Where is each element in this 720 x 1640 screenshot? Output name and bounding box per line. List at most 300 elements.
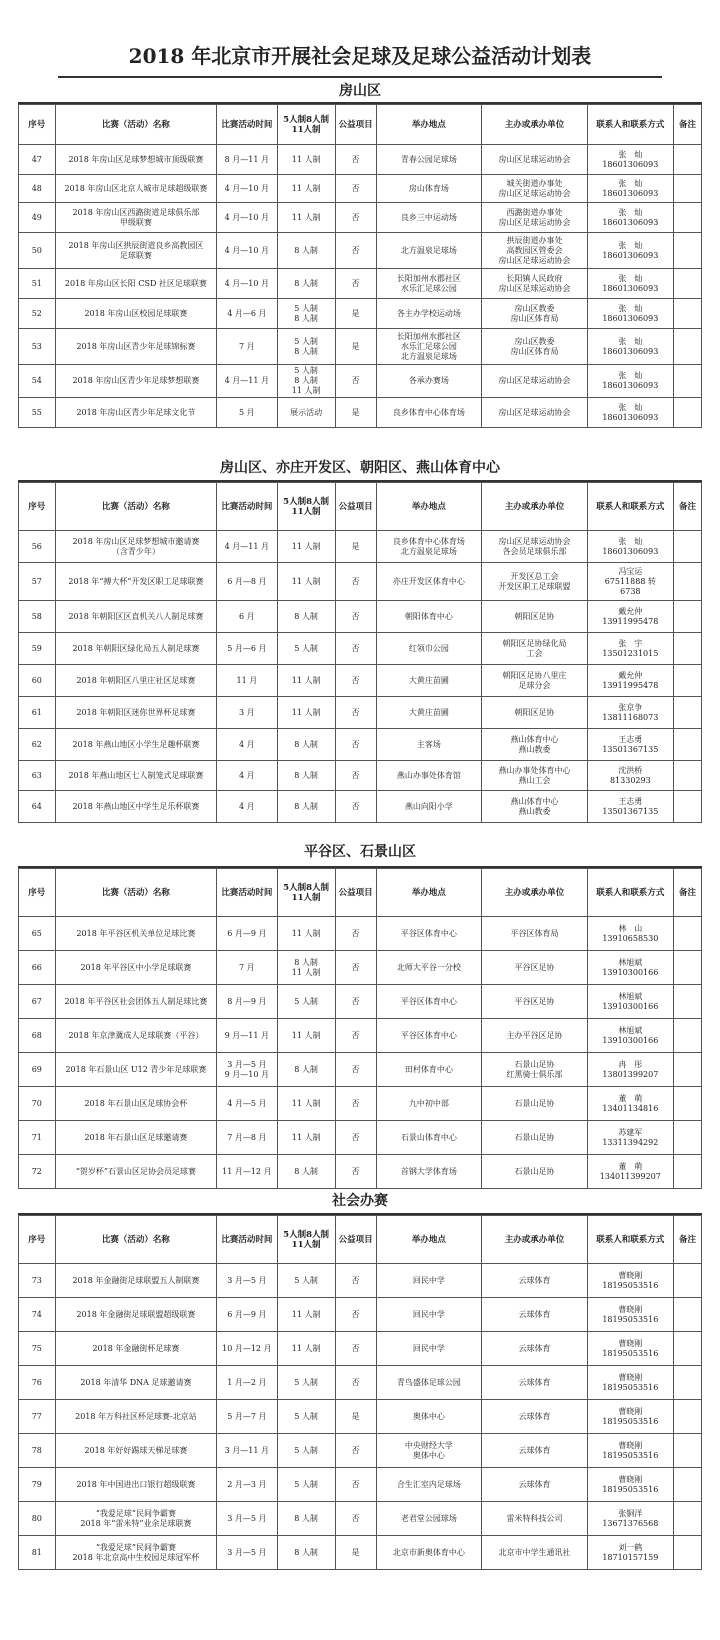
contact-line: 18601306093 [602,159,659,169]
header-line: 注 [687,501,696,512]
organizer-cell [482,329,588,365]
contact-line: 沈洪桥 [618,765,643,775]
event-name-line: 2018 年“雷米特”业余足球联赛 [80,1518,192,1528]
venue-cell [376,1400,482,1434]
event-name-line: 2018 年万科社区杯足球赛-北京站 [75,1411,197,1421]
event-name-cell [55,1298,217,1332]
header-line: 公益 [338,501,356,512]
venue-line: 各主办学校运动场 [396,308,461,318]
organizer-cell [482,269,588,299]
team-format-cell [277,633,335,665]
event-name-cell [55,269,217,299]
team-format-line: 11 人制 [291,1343,321,1353]
event-time-line: 4 月—11 月 [224,376,270,385]
charity-flag-cell [335,1332,376,1366]
charity-flag-cell [335,665,376,697]
row-number-cell [19,233,56,269]
remark-cell [673,1087,701,1121]
venue-line: 奥体中心 [412,1450,445,1460]
table-row [19,761,702,791]
organizer-line: 石景山足协 [514,1132,555,1142]
event-time-cell [217,203,277,233]
charity-flag-cell [335,729,376,761]
contact-line: 曹晓刚 [618,1304,643,1314]
charity-flag-line: 否 [351,1030,360,1040]
row-number-line: 57 [31,576,42,586]
venue-cell [376,1468,482,1502]
contact-cell [587,1434,673,1468]
contact-line: 冉 彤 [618,1059,643,1069]
charity-flag-line: 否 [351,643,360,653]
row-number-line: 53 [31,341,42,351]
event-name-line: 2018 年平谷区中小学足球联赛 [80,962,192,972]
header-line: 备 [678,501,688,512]
venue-cell [376,697,482,729]
row-number-cell [19,269,56,299]
team-format-line: 5 人制 [294,643,318,653]
event-name-line: 2018 年朝阳区迷你世界杯足球赛 [76,707,196,717]
organizer-line: 朝阳区足协绿化局 [502,638,567,648]
venue-line: 房山体育场 [408,183,449,193]
charity-flag-cell [335,269,376,299]
organizer-line: 房山区足球运动协会 [498,217,571,227]
charity-flag-cell [335,601,376,633]
header-line: 公益 [338,119,356,130]
row-number-cell [19,665,56,697]
contact-line: 刘一鹤 [618,1542,643,1552]
organizer-cell [482,1298,588,1332]
team-format-cell [277,917,335,951]
event-name-cell [55,1264,217,1298]
contact-cell [587,329,673,365]
event-time-cell [217,299,277,329]
organizer-cell [482,697,588,729]
event-name-line: 足球联赛 [119,250,152,260]
row-number-cell [19,697,56,729]
contact-line: 张 灿 [618,303,643,313]
organizer-cell [482,665,588,697]
header-line: 方式 [647,501,665,512]
row-number-cell [19,1298,56,1332]
team-format-cell [277,398,335,428]
contact-cell [587,601,673,633]
section-title: 房山区、亦庄开发区、朝阳区、燕山体育中心 [220,460,500,476]
organizer-line: 工会 [526,648,543,658]
charity-flag-line: 否 [351,1098,360,1108]
organizer-line: 长阳镇人民政府 [506,273,563,283]
team-format-cell [277,1434,335,1468]
remark-cell [673,633,701,665]
organizer-line: 燕山教委 [518,744,551,754]
event-time-cell [217,1019,277,1053]
header-line: 序号 [28,501,46,512]
table-row [19,1019,702,1053]
event-time-line: 6 月 [239,611,255,621]
charity-flag-cell [335,398,376,428]
organizer-cell [482,1121,588,1155]
event-time-line: 1 月—2 月 [227,1377,267,1387]
charity-flag-line: 否 [351,739,360,749]
section-title: 房山区 [339,83,381,99]
remark-cell [673,665,701,697]
header-contact [587,1216,673,1264]
team-format-cell [277,665,335,697]
event-time-cell [217,1298,277,1332]
contact-line: 林旭斌 [618,957,643,967]
contact-cell [587,791,673,823]
row-number-line: 74 [31,1309,42,1319]
contact-cell [587,985,673,1019]
table-row [19,203,702,233]
organizer-line: 朝阳区足协八里庄 [502,670,567,680]
venue-line: 奥体中心 [412,1411,445,1421]
remark-cell [673,1019,701,1053]
remark-cell [673,697,701,729]
charity-flag-line: 否 [351,801,360,811]
header-row-number [19,483,56,531]
header-line: 8人制 [306,882,330,893]
header-line: 公益 [338,887,356,898]
team-format-line: 11 人制 [291,675,321,685]
row-number-line: 55 [31,407,42,417]
venue-cell [376,145,482,175]
venue-line: 朝阳体育中心 [404,611,453,621]
team-format-line: 8 人制 [294,376,318,385]
header-line: 比赛（活动）名称 [101,501,170,512]
row-number-cell [19,1434,56,1468]
contact-line: 18195053516 [602,1450,659,1460]
header-row-number [19,869,56,917]
charity-flag-line: 否 [351,1343,360,1353]
header-venue [376,869,482,917]
team-format-line: 8 人制 [294,1547,318,1557]
organizer-line: 拱辰街道办事处 [506,235,563,245]
charity-flag-line: 否 [351,675,360,685]
charity-flag-line: 否 [351,611,360,621]
header-line: 举办地点 [411,1234,446,1245]
header-remark [673,869,701,917]
event-name-line: 2018 年燕山地区中学生足乐杯联赛 [72,801,200,811]
row-number-cell [19,329,56,365]
organizer-cell [482,1155,588,1189]
charity-flag-line: 否 [351,1064,360,1074]
organizer-cell [482,1087,588,1121]
organizer-line: 开发区总工会 [510,571,559,581]
table-header-row [19,1216,702,1264]
team-format-line: 8 人制 [294,245,318,255]
contact-line: 张 灿 [618,207,643,217]
charity-flag-cell [335,917,376,951]
team-format-cell [277,1019,335,1053]
table-header-row [19,105,702,145]
row-number-line: 51 [31,278,42,288]
team-format-line: 11 人制 [291,154,321,164]
venue-line: 平谷区体育中心 [400,996,457,1006]
organizer-cell [482,633,588,665]
contact-line: 王志勇 [618,734,643,744]
team-format-cell [277,761,335,791]
contact-line: 18601306093 [602,283,659,293]
event-time-cell [217,563,277,601]
header-line: 时间 [255,119,273,130]
venue-cell [376,729,482,761]
header-line: 11人制 [291,124,321,135]
event-name-line: 2018 年清华 DNA 足球邀请赛 [80,1377,192,1387]
row-number-cell [19,791,56,823]
venue-cell [376,299,482,329]
header-line: 比赛活动 [221,119,256,130]
contact-cell [587,665,673,697]
row-number-line: 62 [31,739,42,749]
contact-cell [587,1053,673,1087]
organizer-line: 房山区体育局 [510,346,559,356]
row-number-cell [19,1502,56,1536]
contact-line: 13801399207 [602,1069,659,1079]
remark-cell [673,917,701,951]
venue-line: 北方温泉足球场 [400,351,457,361]
team-format-cell [277,203,335,233]
venue-line: 平谷区体育中心 [400,1030,457,1040]
charity-flag-cell [335,1434,376,1468]
team-format-line: 5 人制 [294,1377,318,1387]
charity-flag-cell [335,299,376,329]
header-contact [587,105,673,145]
venue-cell [376,365,482,398]
table-row [19,729,702,761]
contact-line: 18195053516 [602,1280,659,1290]
remark-cell [673,1298,701,1332]
team-format-cell [277,985,335,1019]
table-row [19,985,702,1019]
row-number-line: 70 [31,1098,42,1108]
charity-flag-line: 是 [351,407,360,417]
venue-cell [376,1053,482,1087]
row-number-line: 79 [31,1479,42,1489]
event-time-cell [217,791,277,823]
contact-line: 18601306093 [602,188,659,198]
row-number-line: 67 [31,996,42,1006]
table-row [19,917,702,951]
header-line: 备 [678,119,688,130]
contact-line: 67511888 转 [604,576,656,586]
event-time-cell [217,1400,277,1434]
organizer-line: 平谷区体育局 [510,928,559,938]
contact-cell [587,299,673,329]
organizer-cell [482,951,588,985]
remark-cell [673,299,701,329]
header-organizer [482,869,588,917]
charity-flag-line: 否 [351,1275,360,1285]
contact-cell [587,1502,673,1536]
event-time-line: 11 月—12 月 [222,1166,272,1176]
row-number-line: 77 [31,1411,42,1421]
event-name-cell [55,1502,217,1536]
header-line: 序号 [28,887,46,898]
table-header-row [19,483,702,531]
team-format-line: 5 人制 [294,1275,318,1285]
event-name-cell [55,563,217,601]
event-name-cell [55,1400,217,1434]
event-time-cell [217,1053,277,1087]
team-format-cell [277,531,335,563]
organizer-line: 房山区足球运动协会 [498,188,571,198]
charity-flag-cell [335,1536,376,1570]
row-number-cell [19,531,56,563]
charity-flag-cell [335,1019,376,1053]
event-name-line: 甲级联赛 [119,217,152,227]
charity-flag-cell [335,1155,376,1189]
event-time-line: 4 月—10 月 [224,183,270,193]
organizer-line: 房山区体育局 [510,313,559,323]
remark-cell [673,1434,701,1468]
team-format-line: 8 人制 [294,957,318,967]
team-format-cell [277,1536,335,1570]
organizer-line: 房山区足球运动协会 [498,283,571,293]
charity-flag-cell [335,951,376,985]
contact-cell [587,1536,673,1570]
charity-flag-cell [335,1400,376,1434]
organizer-cell [482,203,588,233]
charity-flag-line: 否 [351,1309,360,1319]
row-number-line: 65 [31,928,42,938]
header-venue [376,483,482,531]
header-event-time [217,869,277,917]
team-format-line: 11 人制 [291,183,321,193]
table-row [19,1087,702,1121]
event-time-cell [217,601,277,633]
event-time-cell [217,1332,277,1366]
contact-line: 13501367135 [602,806,659,816]
remark-cell [673,601,701,633]
contact-line: 戴允仲 [618,670,643,680]
event-name-cell [55,601,217,633]
venue-line: 燕山办事处体育馆 [396,770,461,780]
team-format-line: 5 人制 [294,996,318,1006]
contact-line: 13910658530 [602,933,659,943]
team-format-cell [277,601,335,633]
venue-line: 平谷区体育中心 [400,928,457,938]
contact-line: 18195053516 [602,1314,659,1324]
team-format-line: 8 人制 [294,278,318,288]
event-time-line: 6 月—9 月 [227,1309,267,1319]
contact-cell [587,1332,673,1366]
row-number-cell [19,1053,56,1087]
venue-line: 中央财经大学 [404,1440,453,1450]
charity-flag-line: 是 [351,1411,360,1421]
team-format-cell [277,1087,335,1121]
team-format-cell [277,1053,335,1087]
charity-flag-line: 否 [351,1479,360,1489]
team-format-line: 展示活动 [290,407,323,417]
event-time-line: 4 月—10 月 [224,212,270,222]
remark-cell [673,951,701,985]
organizer-cell [482,1468,588,1502]
table-row [19,791,702,823]
remark-cell [673,175,701,203]
event-time-line: 9 月—11 月 [224,1030,270,1040]
event-time-cell [217,729,277,761]
contact-line: 6738 [620,586,641,596]
event-name-line: 2018 年北京高中生校园足球冠军杯 [72,1552,200,1562]
event-name-cell [55,917,217,951]
header-event-time [217,483,277,531]
contact-cell [587,398,673,428]
header-line: 主办或承办单位 [504,119,565,130]
team-format-cell [277,175,335,203]
team-format-cell [277,233,335,269]
event-name-cell [55,1121,217,1155]
organizer-cell [482,398,588,428]
event-name-line: 2018 年房山区西潞街道足球俱乐部 [72,207,200,217]
organizer-cell [482,299,588,329]
header-line: 注 [687,1234,696,1245]
contact-line: 张 灿 [618,536,643,546]
organizer-line: 石景山足协 [514,1059,555,1069]
contact-line: 曹晓刚 [618,1440,643,1450]
event-name-line: 2018 年房山区北京人城市足球超级联赛 [64,183,208,193]
organizer-cell [482,145,588,175]
contact-line: 苏建军 [618,1127,643,1137]
organizer-line: 北京市中学生通讯社 [498,1547,571,1557]
remark-cell [673,761,701,791]
team-format-line: 8 人制 [294,346,318,356]
event-time-line: 4 月—10 月 [224,245,270,255]
row-number-line: 58 [31,611,42,621]
row-number-cell [19,1366,56,1400]
contact-line: 18710157159 [602,1552,659,1562]
charity-flag-line: 否 [351,376,360,385]
event-name-line: 2018 年“搏大杯”开发区职工足球联赛 [68,576,204,586]
table-header-row [19,869,702,917]
table-row [19,145,702,175]
event-name-line: 2018 年燕山地区小学生足趣杯联赛 [72,739,200,749]
row-number-line: 56 [31,541,42,551]
row-number-line: 48 [31,183,42,193]
organizer-line: 雷米特科技公司 [506,1513,563,1523]
contact-line: 张 灿 [618,149,643,159]
team-format-line: 8 人制 [294,801,318,811]
team-format-line: 5 人制 [294,1445,318,1455]
venue-line: 北方温泉足球场 [400,245,457,255]
header-line: 项目 [355,887,373,898]
contact-line: 张 灿 [618,402,643,412]
team-format-line: 11 人制 [291,707,321,717]
charity-flag-line: 否 [351,154,360,164]
row-number-line: 73 [31,1275,42,1285]
event-name-cell [55,299,217,329]
event-time-cell [217,1264,277,1298]
header-line: 比赛（活动）名称 [101,1234,170,1245]
header-line: 举办地点 [411,887,446,898]
charity-flag-cell [335,1468,376,1502]
venue-line: 北师大平谷一分校 [396,962,461,972]
contact-cell [587,1298,673,1332]
venue-line: 青春公园足球场 [400,154,457,164]
event-name-line: 2018 年石景山区足球协会杯 [84,1098,188,1108]
table-row [19,1155,702,1189]
event-time-cell [217,951,277,985]
row-number-line: 71 [31,1132,42,1142]
charity-flag-cell [335,1087,376,1121]
team-format-cell [277,269,335,299]
team-format-line: 5 人制 [294,1411,318,1421]
table-row [19,1536,702,1570]
organizer-cell [482,365,588,398]
contact-line: 13401134816 [602,1103,659,1113]
event-time-cell [217,329,277,365]
remark-cell [673,1121,701,1155]
remark-cell [673,1400,701,1434]
